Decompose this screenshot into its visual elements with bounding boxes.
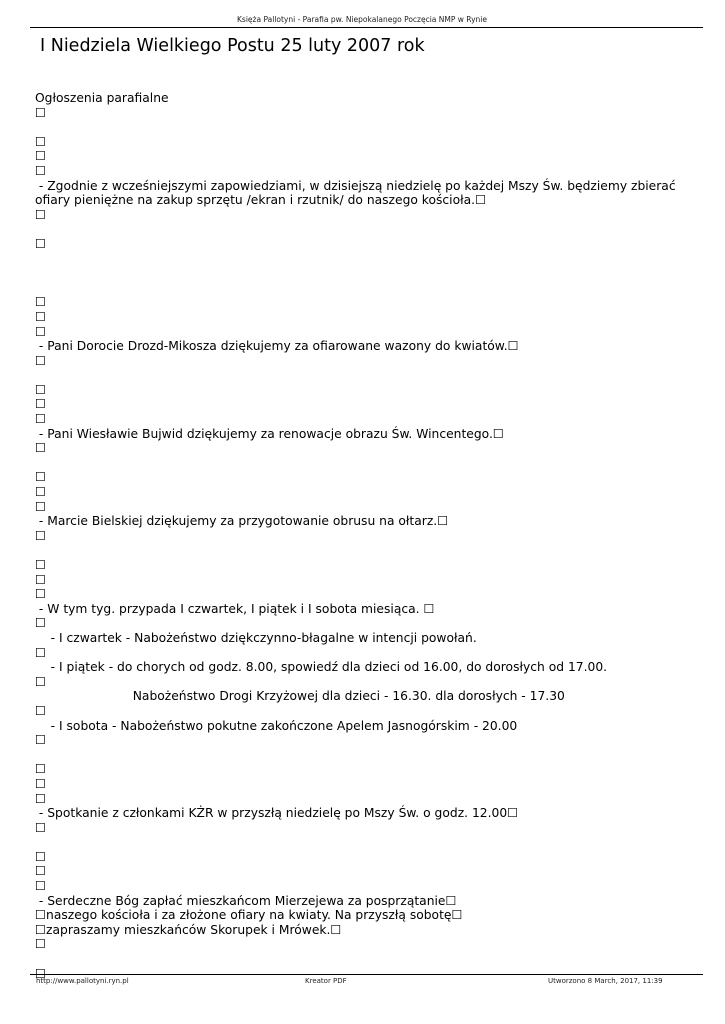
blank-line [35,952,705,967]
checkbox-glyph-line: ☐ [35,616,47,631]
announcement-line: ☐naszego kościoła i za złożone ofiary na kwiaty. Na przyszłą sobotę☐ [35,908,463,923]
announcement-line: - W tym tyg. przypada I czwartek, I piątek i I sobota miesiąca. ☐ [35,601,435,616]
announcement-line: - Serdeczne Bóg zapłać mieszkańcom Mierzejewa za posprzątanie☐ [35,893,457,908]
blank-line [35,281,705,296]
checkbox-glyph-line: ☐ [35,937,47,952]
checkbox-glyph-line: ☐ [35,105,47,120]
footer-created: Utworzono 8 March, 2017, 11:39 [548,977,663,985]
checkbox-glyph-line: ☐ [35,558,47,572]
checkbox-glyph-line: ☐ [35,412,47,427]
page-header: Księża Pallotyni - Parafia pw. Niepokalanego Poczęcia NMP w Rynie [237,15,487,24]
document-title: I Niedziela Wielkiego Postu 25 luty 2007 rok [40,36,425,56]
checkbox-glyph-line: ☐ [35,762,47,777]
blank-line [35,835,705,850]
checkbox-glyph-line: ☐ [35,236,47,251]
checkbox-glyph-line: ☐ [35,134,47,149]
checkbox-glyph-line: ☐ [35,849,47,864]
blank-line [35,748,705,763]
announcement-line: Nabożeństwo Drogi Krzyżowej dla dzieci - 16.30. dla dorosłych - 17.30 [35,689,565,704]
checkbox-glyph-line: ☐ [35,776,47,791]
checkbox-glyph-line: ☐ [35,382,47,397]
announcement-line: - I piątek - do chorych od godz. 8.00, spowiedź dla dzieci od 16.00, do dorosłych od 17.00. [35,660,608,675]
announcement-line: - Pani Dorocie Drozd-Mikosza dziękujemy za ofiarowane wazony do kwiatów.☐ [35,339,519,354]
footer-generator: Kreator PDF [305,977,347,985]
announcements-body [35,91,705,981]
checkbox-glyph-line: ☐ [35,820,47,835]
announcement-line: - Marcie Bielskiej dziękujemy za przygotowanie obrusu na ołtarz.☐ [35,514,449,529]
checkbox-glyph-line: ☐ [35,397,47,412]
checkbox-glyph-line: ☐ [35,674,47,689]
blank-line [35,120,705,135]
blank-line [35,368,705,383]
checkbox-glyph-line: ☐ [35,703,47,718]
checkbox-glyph-line: ☐ [35,587,47,602]
checkbox-glyph-line: ☐ [35,733,47,748]
announcement-line: ofiary pieniężne na zakup sprzętu /ekran i rzutnik/ do naszego kościoła.☐ [35,193,487,208]
checkbox-glyph-line: ☐ [35,966,47,981]
footer-url: http://www.pallotyni.ryn.pl [36,977,129,985]
announcement-line: - Zgodnie z wcześniejszymi zapowiedziami, w dzisiejszą niedzielę po każdej Mszy Św. będziemy zbierać [35,178,676,193]
announcement-line: - Spotkanie z członkami KŻR w przyszłą niedzielę po Mszy Św. o godz. 12.00☐ [35,806,519,821]
announcement-line: - Pani Wiesławie Bujwid dziękujemy za renowacje obrazu Św. Wincentego.☐ [35,426,504,441]
checkbox-glyph-line: ☐ [35,324,47,339]
checkbox-glyph-line: ☐ [35,864,47,879]
checkbox-glyph-line: ☐ [35,207,47,222]
checkbox-glyph-line: ☐ [35,528,47,543]
checkbox-glyph-line: ☐ [35,791,47,806]
blank-line [35,222,705,237]
checkbox-glyph-line: ☐ [35,163,47,178]
announcement-line: Ogłoszenia parafialne [35,91,169,105]
blank-line [35,543,705,558]
checkbox-glyph-line: ☐ [35,485,47,500]
checkbox-glyph-line: ☐ [35,879,47,894]
checkbox-glyph-line: ☐ [35,645,47,660]
checkbox-glyph-line: ☐ [35,572,47,587]
announcement-line: - I czwartek - Nabożeństwo dziękczynno-błagalne w intencji powołań. [35,630,477,645]
header-divider [30,27,703,28]
checkbox-glyph-line: ☐ [35,499,47,514]
announcement-line: - I sobota - Nabożeństwo pokutne zakończone Apelem Jasnogórskim - 20.00 [35,718,518,733]
blank-line [35,266,705,281]
checkbox-glyph-line: ☐ [35,149,47,164]
checkbox-glyph-line: ☐ [35,309,47,324]
checkbox-glyph-line: ☐ [35,441,47,456]
blank-line [35,252,705,267]
blank-line [35,456,705,471]
checkbox-glyph-line: ☐ [35,353,47,368]
checkbox-glyph-line: ☐ [35,295,47,310]
checkbox-glyph-line: ☐ [35,470,47,485]
footer-divider [30,974,703,975]
announcement-line: ☐zapraszamy mieszkańców Skorupek i Mrówek.☐ [35,922,342,937]
